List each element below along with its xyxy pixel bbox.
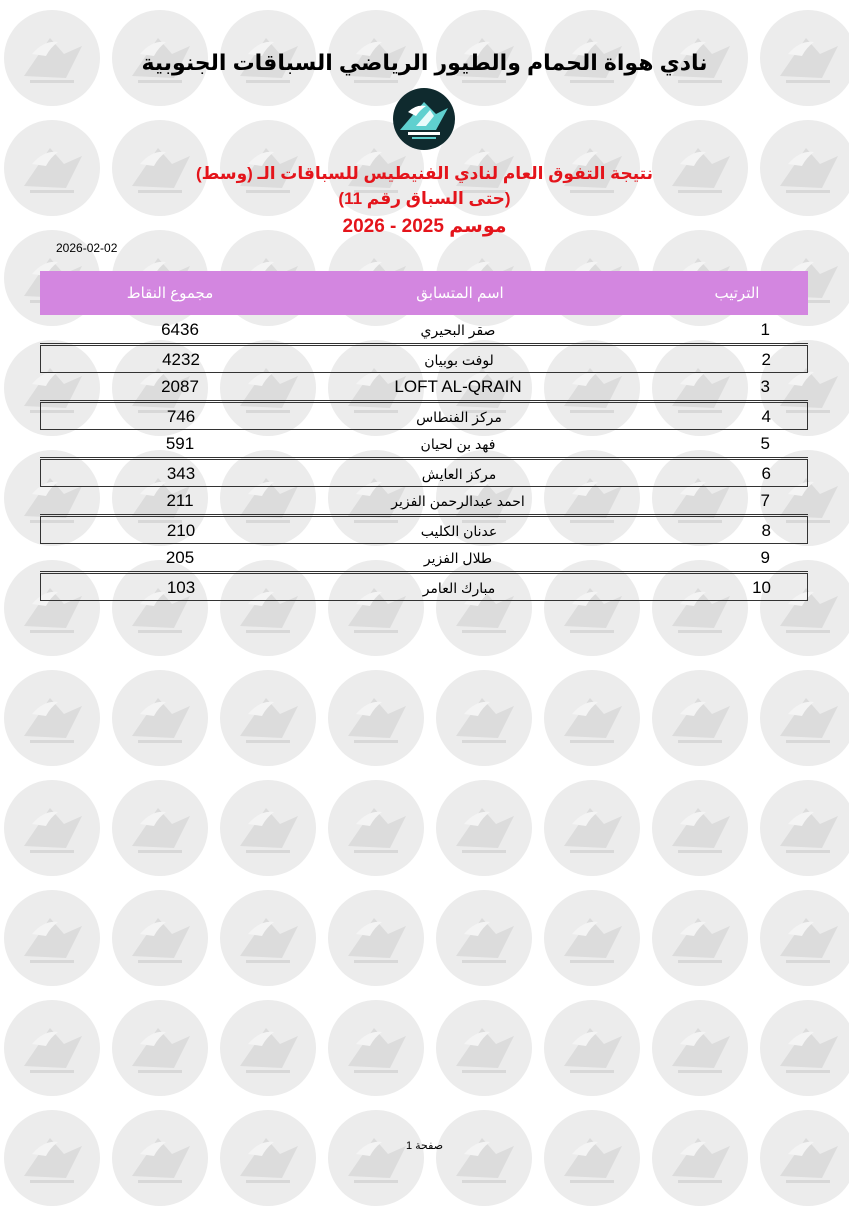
rank-cell: 6 bbox=[761, 464, 771, 483]
points-cell: 4232 bbox=[162, 350, 200, 369]
points-cell: 210 bbox=[166, 521, 196, 540]
table-row bbox=[40, 573, 808, 601]
rank-cell: 10 bbox=[752, 578, 771, 597]
table-header bbox=[40, 271, 808, 315]
table-row bbox=[40, 373, 808, 401]
table-row bbox=[40, 516, 808, 544]
points-cell: 591 bbox=[165, 434, 195, 453]
column-name-header: اسم المتسابق bbox=[416, 285, 504, 302]
points-cell: 343 bbox=[166, 464, 196, 483]
table-row bbox=[40, 402, 808, 430]
page-number: صفحة 1 bbox=[405, 1140, 444, 1152]
points-cell: 2087 bbox=[161, 377, 199, 396]
points-cell: 205 bbox=[165, 548, 195, 567]
rank-cell: 5 bbox=[760, 434, 770, 453]
name-cell: فهد بن لحيان bbox=[420, 436, 496, 452]
name-cell: عدنان الكليب bbox=[420, 523, 498, 539]
name-cell: طلال الفزير bbox=[423, 550, 493, 566]
report-title: نتيجة التفوق العام لنادي الفنيطيس للسباقات الـ (وسط) bbox=[195, 164, 654, 183]
name-cell: مبارك العامر bbox=[422, 580, 496, 596]
pigeon-club-logo-icon bbox=[386, 86, 462, 152]
name-cell: احمد عبدالرحمن الفزير bbox=[391, 493, 525, 509]
name-cell: مركز الفنطاس bbox=[416, 409, 502, 425]
report-date: 2026-02-02 bbox=[56, 241, 118, 255]
rank-cell: 3 bbox=[760, 377, 770, 396]
rank-cell: 1 bbox=[760, 320, 770, 339]
table-row bbox=[40, 459, 808, 487]
rank-cell: 4 bbox=[761, 407, 771, 426]
name-cell: صقر البحيري bbox=[420, 322, 496, 338]
table-row bbox=[40, 544, 808, 572]
name-cell: لوفت بوبيان bbox=[424, 352, 494, 368]
points-cell: 746 bbox=[166, 407, 196, 426]
report-subtitle: (حتى السباق رقم 11) bbox=[338, 189, 511, 208]
rank-cell: 9 bbox=[760, 548, 770, 567]
points-cell: 103 bbox=[166, 578, 196, 597]
column-points-header: مجموع النقاط bbox=[126, 285, 214, 302]
table-row bbox=[40, 487, 808, 515]
club-title: نادي هواة الحمام والطيور الرياضي السباقات الجنوبية bbox=[141, 50, 708, 75]
rank-cell: 8 bbox=[761, 521, 771, 540]
rank-cell: 7 bbox=[760, 491, 770, 510]
column-rank-header: الترتيب bbox=[714, 285, 760, 302]
table-row bbox=[40, 316, 808, 344]
table-row bbox=[40, 345, 808, 373]
points-cell: 6436 bbox=[161, 320, 199, 339]
season-label: موسم 2025 - 2026 bbox=[342, 216, 507, 237]
points-cell: 211 bbox=[166, 491, 194, 510]
rank-cell: 2 bbox=[761, 350, 771, 369]
table-row bbox=[40, 430, 808, 458]
name-cell: مركز العايش bbox=[421, 466, 497, 482]
name-cell: LOFT AL-QRAIN bbox=[394, 377, 522, 396]
